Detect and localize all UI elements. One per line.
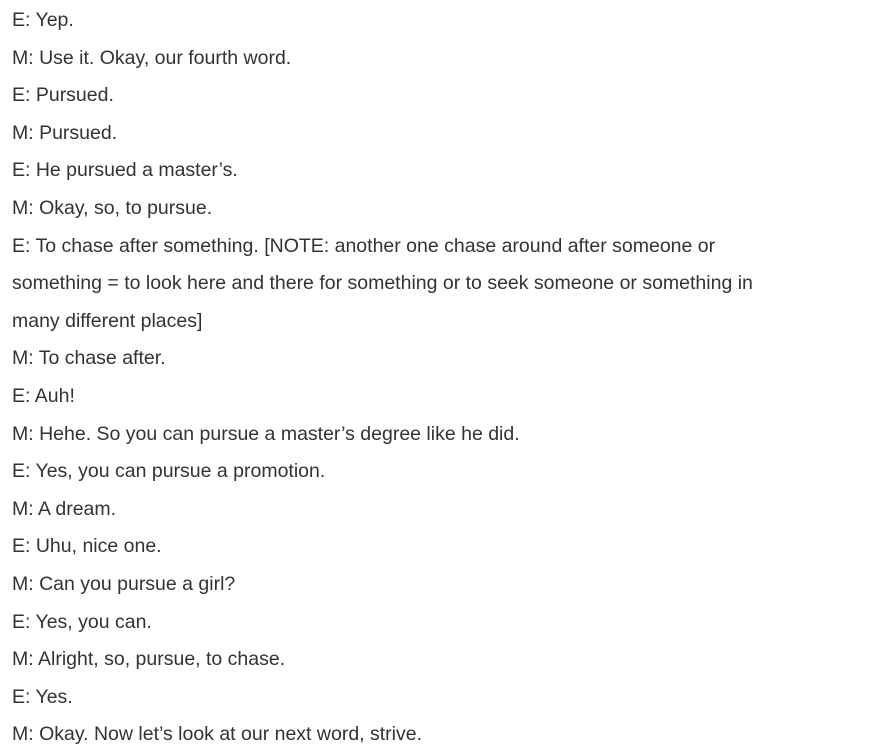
dialogue-line: E: He pursued a master’s. <box>12 159 238 182</box>
dialogue-line-with-note: E: To chase after something. [NOTE: another one chase around after someone or something = to look here and there for something or to seek someone or something in many different places] <box>12 234 753 332</box>
dialogue-line: E: Pursued. <box>12 84 114 107</box>
dialogue-line: M: Pursued. <box>12 121 118 144</box>
dialogue-line: M: Okay. Now let’s look at our next word, strive. <box>12 723 423 746</box>
dialogue-line: M: Alright, so, pursue, to chase. <box>12 648 286 671</box>
dialogue-line: M: Can you pursue a girl? <box>12 572 236 595</box>
dialogue-line: M: A dream. <box>12 497 117 520</box>
dialogue-line: M: Use it. Okay, our fourth word. <box>12 46 292 69</box>
dialogue-line: E: Yep. <box>12 9 74 31</box>
dialogue-line: M: Hehe. So you can pursue a master’s degree like he did. <box>12 422 520 445</box>
transcript-body <box>12 2 872 754</box>
dialogue-line: E: Auh! <box>12 384 75 407</box>
dialogue-line: M: To chase after. <box>12 347 166 370</box>
dialogue-line: E: Yes, you can pursue a promotion. <box>12 460 326 483</box>
dialogue-line: E: Yes, you can. <box>12 610 152 633</box>
dialogue-line: E: Yes. <box>12 685 73 708</box>
dialogue-line: E: Uhu, nice one. <box>12 535 162 558</box>
dialogue-line: M: Okay, so, to pursue. <box>12 196 213 219</box>
